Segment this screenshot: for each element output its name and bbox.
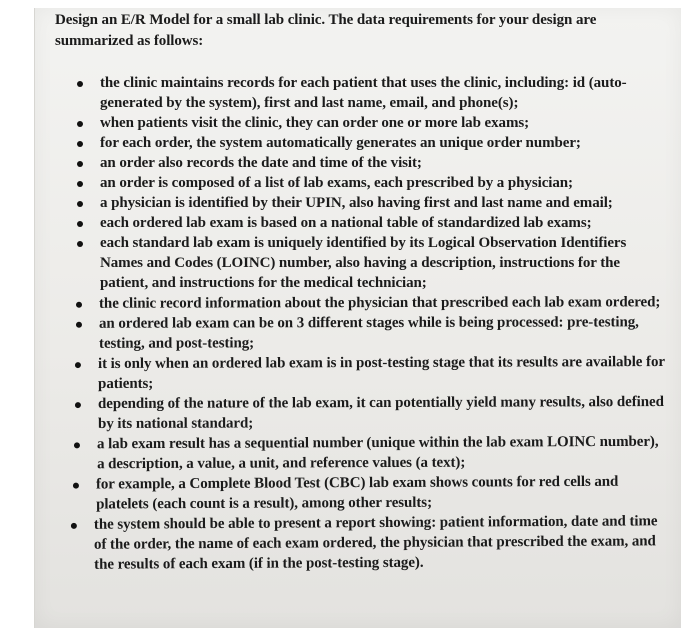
requirement-item (100, 73, 671, 113)
requirement-item (100, 153, 671, 173)
bullet-icon (77, 141, 83, 147)
requirement-item (99, 312, 670, 353)
requirement-item (100, 193, 671, 213)
requirement-text: an order is composed of a list of lab exams, each prescribed by a physician; (100, 175, 573, 191)
document-content (55, 10, 671, 573)
bullet-icon (75, 402, 81, 408)
requirement-text: for each order, the system automatically generates an unique order number; (100, 135, 581, 151)
requirement-text: a physician is identified by their UPIN, also having first and last name and email; (100, 195, 613, 211)
requirement-item (99, 292, 670, 313)
requirement-item (96, 472, 667, 515)
requirement-text: a lab exam result has a sequential number (unique within the lab exam LOINC number), a description, a value, a unit, and reference values (a text); (96, 433, 659, 473)
bullet-icon (76, 322, 82, 328)
bullet-icon (76, 302, 82, 308)
requirement-item (100, 233, 671, 293)
requirement-text: depending of the nature of the lab exam, it can potentially yield many results, also defined by its national standard; (97, 394, 664, 432)
bullet-icon (77, 201, 83, 207)
requirement-text: the clinic record information about the physician that prescribed each lab exam ordered; (98, 294, 661, 312)
requirement-item (100, 213, 671, 233)
bullet-icon (71, 523, 77, 529)
requirement-text: it is only when an ordered lab exam is in post-testing stage that its results are available for patients; (97, 354, 665, 392)
requirement-text: an order also records the date and time of the visit; (100, 155, 422, 171)
requirement-text: when patients visit the clinic, they can order one or more lab exams; (100, 115, 530, 131)
requirement-text: for example, a Complete Blood Test (CBC) lab exam shows counts for red cells and platelets (each count is a result), among other results; (95, 473, 619, 513)
bullet-icon (77, 121, 83, 127)
requirement-text: each ordered lab exam is based on a national table of standardized lab exams; (100, 215, 592, 231)
bullet-icon (75, 362, 81, 368)
requirement-text: an ordered lab exam can be on 3 different stages while is being processed: pre-testing, testing, and post-testing; (98, 314, 639, 352)
requirement-item (94, 511, 665, 574)
requirement-item (98, 392, 669, 434)
bullet-icon (77, 221, 83, 227)
bullet-icon (74, 442, 80, 448)
requirement-item (100, 173, 671, 193)
requirement-item (97, 432, 668, 474)
bullet-icon (77, 161, 83, 167)
bullet-icon (77, 181, 83, 187)
bullet-icon (77, 241, 83, 247)
requirement-text: the system should be able to present a report showing: patient information, date and time of the order, the name of each exam ordered, the physician that prescribed the exam, and the results of each exam (if in the post-testing stage). (93, 513, 658, 573)
bullet-icon (77, 81, 83, 87)
requirement-item (98, 352, 669, 394)
intro-paragraph: Design an E/R Model for a small lab clinic. The data requirements for your design are summarized as follows: (55, 12, 597, 49)
requirements-list (55, 73, 671, 573)
requirement-item (100, 133, 671, 153)
requirement-text: the clinic maintains records for each patient that uses the clinic, including: id (auto-generated by the system), first and last name, email, and phone(s); (100, 75, 627, 111)
bullet-icon (73, 483, 79, 489)
requirement-text: each standard lab exam is uniquely identified by its Logical Observation Identifiers Names and Codes (LOINC) number, also having a description, instructions for the patient, and instructions for the medical technician; (100, 235, 627, 291)
requirement-item (100, 113, 671, 133)
